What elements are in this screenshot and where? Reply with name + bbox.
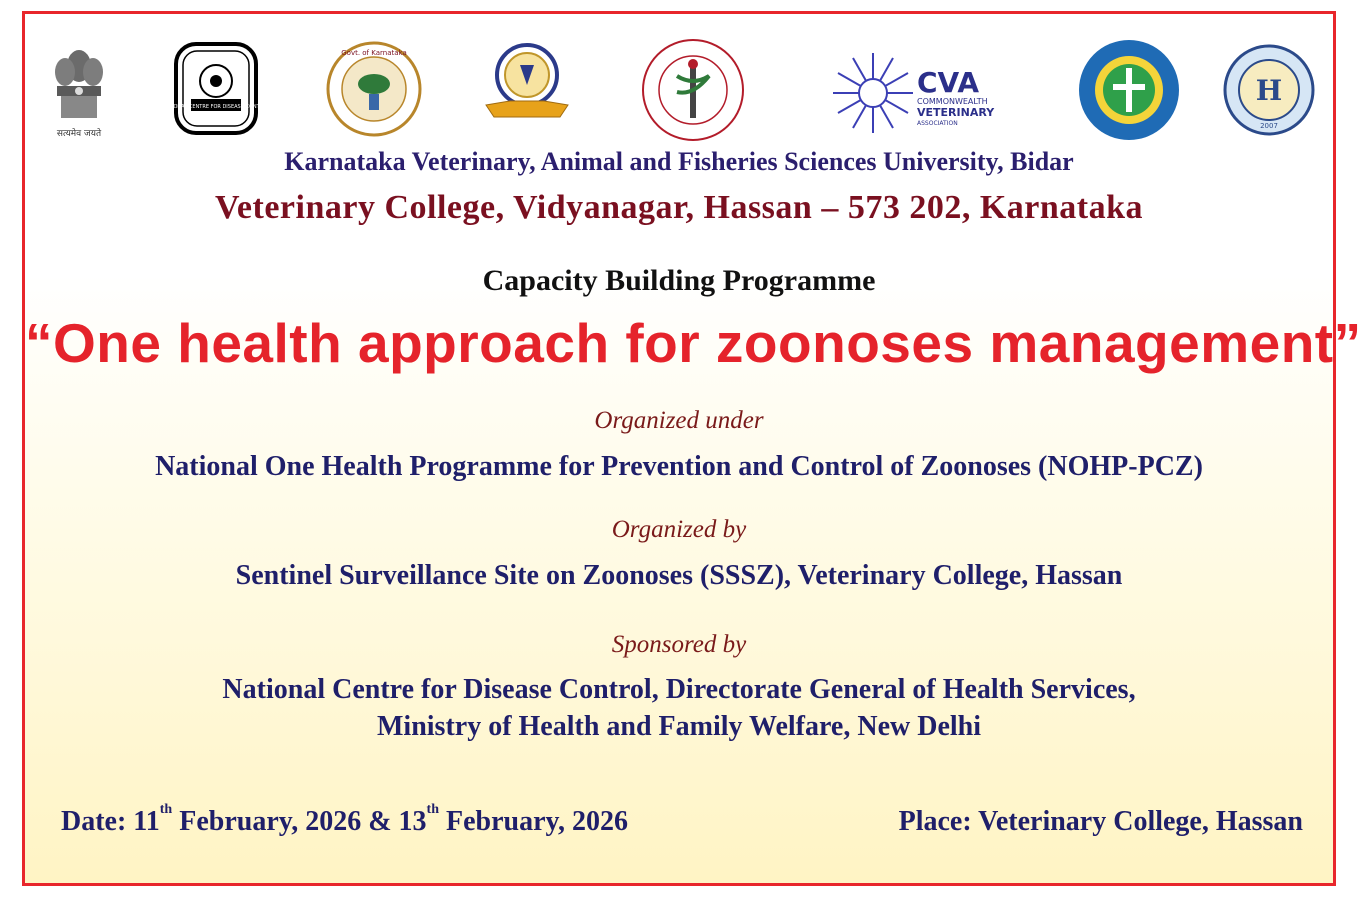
cva-title: CVA (917, 66, 979, 99)
svg-text:COMMONWEALTH: COMMONWEALTH (917, 97, 988, 106)
vph-association-logo (1077, 38, 1181, 142)
hassan-institute-logo (639, 36, 747, 144)
organized-under-text: National One Health Programme for Prevention and Control of Zoonoses (NOHP-PCZ) (155, 451, 1203, 482)
poster-frame (22, 11, 1362, 886)
ncdc-caption: NATIONAL CENTRE FOR DISEASE CONTROL (162, 104, 270, 110)
organized-by-label: Organized by (611, 516, 747, 543)
logo-strip (25, 36, 1333, 156)
ncdc-logo (162, 41, 270, 136)
organized-under-label: Organized under (594, 407, 764, 434)
karnataka-caption: Govt. of Karnataka (341, 49, 407, 57)
event-date: Date: 11th February, 2026 & 13th February, 2026 (61, 802, 628, 837)
svg-text:VETERINARY: VETERINARY (917, 106, 995, 119)
organized-by-text: Sentinel Surveillance Site on Zoonoses (SSSZ), Veterinary College, Hassan (235, 560, 1123, 591)
programme-theme: “One health approach for zoonoses management” (25, 312, 1362, 374)
association-emblem-logo (480, 39, 574, 129)
college-name: Veterinary College, Vidyanagar, Hassan – 573 202, Karnataka (214, 189, 1143, 226)
event-place: Place: Veterinary College, Hassan (898, 806, 1303, 837)
sponsored-by-label: Sponsored by (611, 631, 747, 658)
sponsored-by-line2: Ministry of Health and Family Welfare, New Delhi (376, 711, 982, 742)
cva-logo (833, 48, 1009, 138)
veterinary-college-logo (1223, 44, 1315, 136)
emblem-caption: सत्यमेव जयते (56, 129, 102, 139)
svg-text:ASSOCIATION: ASSOCIATION (917, 120, 958, 127)
govt-karnataka-ahvs-logo (325, 39, 423, 139)
emblem-of-india-logo (43, 36, 115, 146)
programme-type: Capacity Building Programme (482, 264, 876, 297)
university-name: Karnataka Veterinary, Animal and Fisheries Sciences University, Bidar (284, 147, 1074, 176)
sponsored-by-line1: National Centre for Disease Control, Directorate General of Health Services, (222, 674, 1136, 705)
svg-text:H: H (1255, 74, 1283, 107)
college-year: 2007 (1260, 122, 1278, 130)
